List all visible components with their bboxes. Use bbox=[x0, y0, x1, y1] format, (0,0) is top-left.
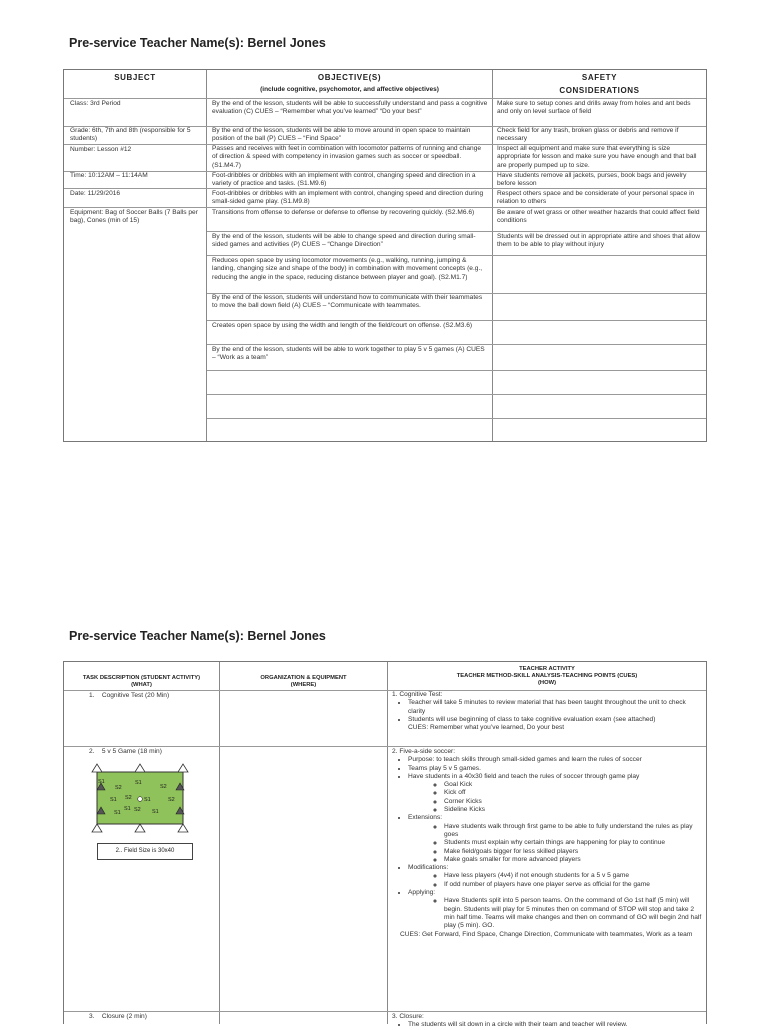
safety-item: Students will be dressed out in appropriate attire and shoes that allow them to be able to play without injury bbox=[497, 233, 701, 249]
cone-icon bbox=[178, 764, 188, 772]
cone-icon bbox=[135, 764, 145, 772]
objective-item: By the end of the lesson, students will be able to change speed and direction during small-sided games and activities (P) CUES – “Change Direction” bbox=[212, 233, 476, 249]
safety-item: Make sure to setup cones and drills away from holes and ant beds and only on level surface of field bbox=[497, 100, 691, 116]
player-label: S2 bbox=[115, 785, 122, 791]
lesson-objectives-table bbox=[63, 69, 707, 442]
objective-item: Foot-dribbles or dribbles with an implement with control, changing speed and direction in a variety of practice and tasks. (S1.M9.6) bbox=[212, 172, 476, 188]
safety-header: SAFETY CONSIDERATIONS bbox=[559, 73, 640, 95]
player-label: S1 bbox=[110, 797, 117, 803]
task-item-3: 3. Closure (2 min) bbox=[89, 1013, 147, 1020]
player-label: S2 bbox=[125, 795, 132, 801]
soccer-field-diagram bbox=[88, 763, 192, 833]
game-notes: 2. Five-a-side soccer: • Purpose: to teach skills through small-sided games and learn the rules of soccer • Teams play 5 v 5 games. • Have students in a 40x30 field and teach the rules of soccer through game play ◦ Goal Kick ◦ Kick off ◦ Corner Kicks ◦ Sideline Kicks • Extensions: ◦ Have students walk through first game to be able to fully understand the rules as play goes ◦ Students must explain why certain things are happening for play to continue ◦ Make field/goals bigger for less skilled players ◦ Make goals smaller for more advanced players • Modifications: ◦ Have less players (4v4) if not enough students for a 5 v 5 game ◦ If odd number of players have one player serve as official for the game • Applying: ◦ Have Students split into 5 person teams. On the command of Go 1st half (5 min) will begin. Students will play for 5 minutes then on command of STOP will stop and take 2 min half time. Teams will make changes and then on command of GO will begin 2nd half play (5 min). GO. CUES: Get Forward, Find Space, Change Direction, Communicate with teammates, Work as a team bbox=[392, 748, 704, 939]
player-label: S1 bbox=[114, 810, 121, 816]
ball-icon bbox=[138, 797, 143, 802]
player-label: S2 bbox=[168, 797, 175, 803]
objective-item: Reduces open space by using locomotor movements (e.g., walking, running, jumping & landing, changing size and shape of the body) in combination with movement concepts (e.g., reducing the angle in the space, reducing distance between player and goal). (S2.M1.7) bbox=[212, 257, 483, 281]
safety-item: Have students remove all jackets, purses, book bags and jewelry before lesson bbox=[497, 172, 687, 188]
objective-header: OBJECTIVE(S) (include cognitive, psychomotor, and affective objectives) bbox=[260, 73, 439, 93]
safety-item: Respect others space and be considerate of your personal space in relation to others bbox=[497, 190, 695, 206]
subject-number: Number: Lesson #12 bbox=[70, 146, 132, 153]
objective-item: Foot-dribbles or dribbles with an implement with control, changing speed and direction during small-sided game play. (S1.M9.8) bbox=[212, 190, 484, 206]
page-title-2: Pre-service Teacher Name(s): Bernel Jones bbox=[69, 629, 326, 643]
subject-time: Time: 10:12AM – 11:14AM bbox=[70, 172, 148, 179]
player-label: S1 bbox=[152, 809, 159, 815]
safety-item: Check field for any trash, broken glass or debris and remove if necessary bbox=[497, 127, 679, 143]
objective-item: By the end of the lesson, students will be able to successfully understand and pass a cognitive evaluation (C) CUES – “Remember what you’ve learned” “Do your best” bbox=[212, 100, 488, 116]
player-label: S1 bbox=[124, 806, 131, 812]
player-label: S1 bbox=[144, 797, 151, 803]
closure-notes: 3. Closure: • The students will sit down in a circle with their team and teacher will review. bbox=[392, 1013, 704, 1030]
objective-item: Passes and receives with feet in combination with locomotor patterns of running and change of direction & speed with competency in invasion games such as soccer or speedball. (S1.M4.7) bbox=[212, 145, 482, 169]
objective-item: Transitions from offense to defense or defense to offense by recovering quickly. (S2.M6.6) bbox=[212, 209, 475, 216]
subject-date: Date: 11/29/2016 bbox=[70, 190, 121, 197]
objective-item: By the end of the lesson, students will be able to move around in open space to maintain position of the ball (P) CUES – “Find Space” bbox=[212, 127, 471, 143]
cone-icon bbox=[92, 824, 102, 832]
task-item-2: 2. 5 v 5 Game (18 min) bbox=[89, 748, 162, 755]
objective-item: Creates open space by using the width and length of the field/court on offense. (S2.M3.6) bbox=[212, 322, 473, 329]
subject-grade: Grade: 6th, 7th and 8th (responsible for 5 students) bbox=[70, 127, 191, 143]
field-size-caption: 2.. Field Size is 30x40 bbox=[97, 843, 193, 860]
cone-icon bbox=[178, 824, 188, 832]
safety-item: Be aware of wet grass or other weather hazards that could affect field conditions bbox=[497, 209, 700, 225]
safety-item: Inspect all equipment and make sure that everything is size appropriate for lesson and make sure you have enough and that ball are properly pumped up to size. bbox=[497, 145, 697, 169]
org-header: ORGANIZATION & EQUIPMENT (WHERE) bbox=[260, 675, 347, 688]
player-label: S1 bbox=[135, 780, 142, 786]
player-label: S2 bbox=[134, 807, 141, 813]
cognitive-test-notes: 1. Cognitive Test: • Teacher will take 5 minutes to review material that has been taught throughout the unit to check clarity • Students will use beginning of class to take cognitive evaluation exam (see attached) CUES: Remember what you’ve learned, Do your best bbox=[392, 691, 704, 732]
task-item-1: 1. Cognitive Test (20 Min) bbox=[89, 692, 170, 699]
subject-equipment: Equipment: Bag of Soccer Balls (7 Balls per bag), Cones (min of 15) bbox=[70, 209, 198, 225]
column-divider bbox=[219, 662, 220, 1024]
subject-class: Class: 3rd Period bbox=[70, 100, 121, 107]
teacher-header: TEACHER ACTIVITY TEACHER METHOD-SKILL ANALYSIS-TEACHING POINTS (CUES) (HOW) bbox=[456, 666, 638, 686]
player-label: S2 bbox=[160, 784, 167, 790]
cone-icon bbox=[135, 824, 145, 832]
column-divider bbox=[387, 662, 388, 1024]
player-label: S1 bbox=[98, 779, 105, 785]
objective-item: By the end of the lesson, students will understand how to communicate with their teammates to move the ball down field (A) CUES – “Communicate with teammates. bbox=[212, 294, 483, 310]
objective-item: By the end of the lesson, students will be able to work together to play 5 v 5 games (A) CUES – “Work as a team” bbox=[212, 346, 485, 362]
page-title: Pre-service Teacher Name(s): Bernel Jones bbox=[69, 36, 326, 50]
task-header: TASK DESCRIPTION (STUDENT ACTIVITY) (WHAT) bbox=[82, 675, 201, 688]
subject-header: SUBJECT bbox=[114, 73, 156, 82]
cone-icon bbox=[92, 764, 102, 772]
